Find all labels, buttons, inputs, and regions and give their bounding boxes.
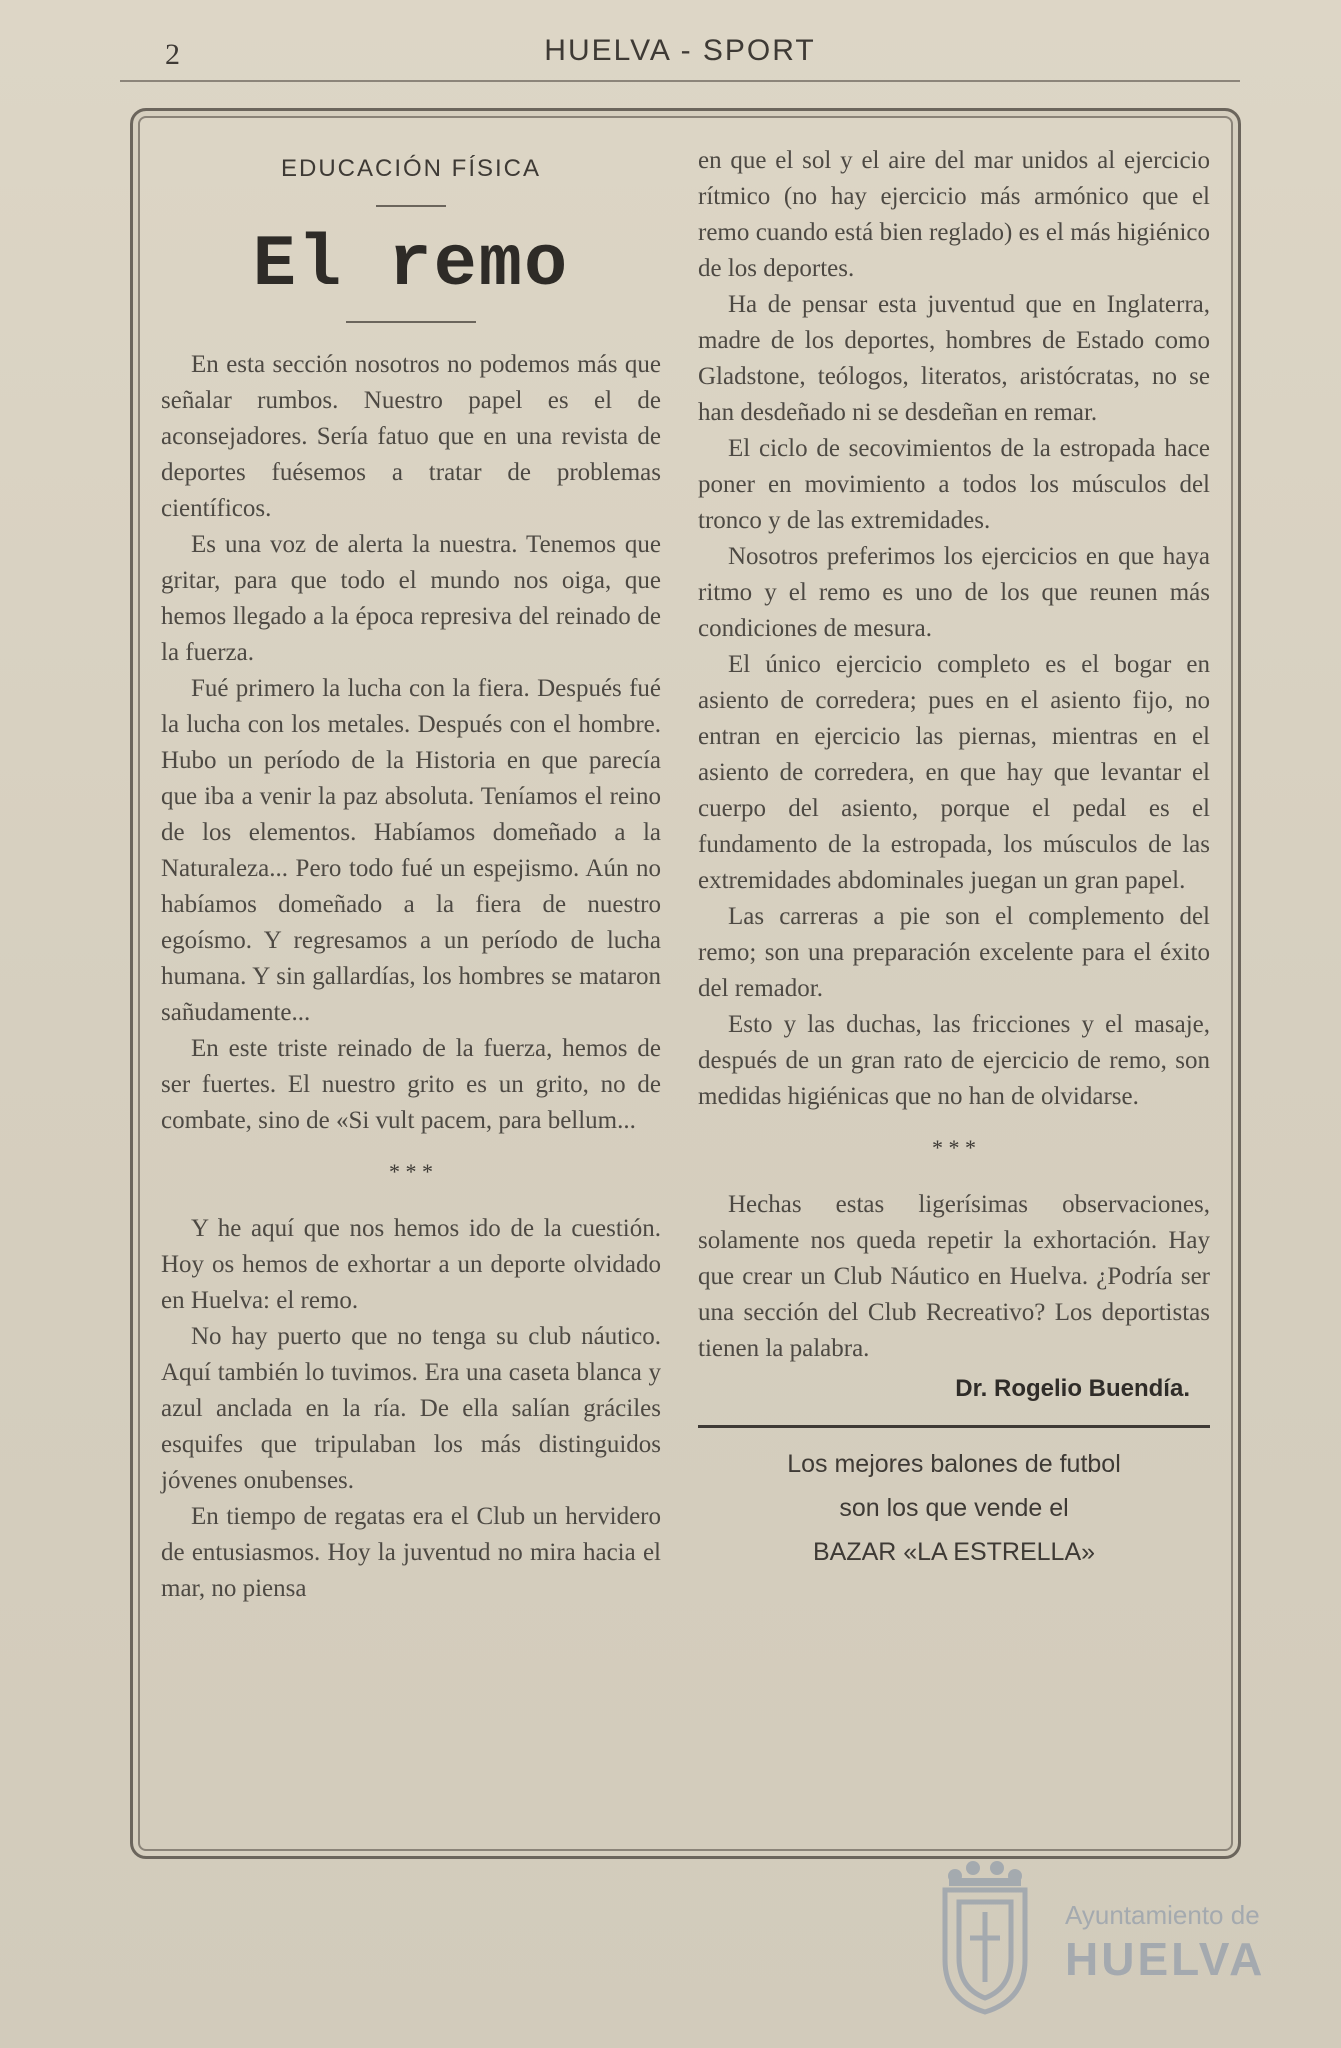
page-header — [120, 30, 1240, 82]
paragraph: En tiempo de regatas era el Club un hervidero de entusiasmos. Hoy la juventud no mira hacia el mar, no piensa — [161, 1503, 661, 1602]
paragraph: El ciclo de secovimientos de la estropada hace poner en movimiento a todos los músculos del tronco y de las extremidades. — [698, 435, 1210, 534]
right-column — [698, 111, 1210, 1574]
left-column — [161, 111, 661, 1607]
divider — [376, 205, 446, 207]
paragraph: Ha de pensar esta juventud que en Inglaterra, madre de los deportes, hombres de Estado como Gladstone, teólogos, literatos, aristócratas, no se han desdeñado ni se desdeñan en remar. — [698, 291, 1210, 426]
article-title: El remo — [252, 224, 570, 306]
paragraph: Nosotros preferimos los ejercicios en que haya ritmo y el remo es uno de los que reunen más condiciones de mesura. — [698, 543, 1210, 642]
watermark-brand: HUELVA — [1065, 1933, 1266, 1985]
article-frame — [130, 108, 1241, 1859]
paragraph: Y he aquí que nos hemos ido de la cuestión. Hoy os hemos de exhortar a un deporte olvidado en Huelva: el remo. — [161, 1215, 661, 1314]
paragraph: El único ejercicio completo es el bogar en asiento de corredera; pues en el asiento fijo, no entran en ejercicio las piernas, mientras en el asiento de corredera, en que hay que levantar el cuerpo del asiento, porque el pedal es el fundamento de la estropada, los músculos de las extremidades abdominales juegan un gran papel. — [698, 651, 1210, 894]
paragraph: Es una voz de alerta la nuestra. Tenemos que gritar, para que todo el mundo nos oiga, que hemos llegado a la época represiva del reinado de la fuerza. — [161, 531, 661, 666]
paragraph: En esta sección nosotros no podemos más que señalar rumbos. Nuestro papel es el de aconsejadores. Sería fatuo que en una revista de deportes fuésemos a tratar de problemas científicos. — [161, 351, 661, 522]
paragraph: En este triste reinado de la fuerza, hemos de ser fuertes. El nuestro grito es un grito, no de combate, sino de «Si vult pacem, para bellum... — [161, 1035, 661, 1134]
ad-line: BAZAR «LA ESTRELLA» — [812, 1538, 1096, 1566]
paragraph: Fué primero la lucha con la fiera. Después fué la lucha con los metales. Después con el hombre. Hubo un período de la Historia en que parecía que iba a venir la paz absoluta. Teníamos el reino de los elementos. Habíamos domeñado a la Naturaleza... Pero todo fué un espejismo. Aún no habíamos domeñado a la fiera de nuestro egoísmo. Y regresamos a un período de lucha humana. Y sin gallardías, los hombres se mataron sañudamente... — [161, 675, 661, 1026]
archive-watermark — [925, 1850, 1285, 2020]
paragraph: Esto y las duchas, las fricciones y el masaje, después de un gran rato de ejercicio de remo, son medidas higiénicas que no han de olvidarse. — [698, 1011, 1210, 1110]
paragraph: No hay puerto que no tenga su club náutico. Aquí también lo tuvimos. Era una caseta blanca y azul anclada en la ría. De ella salían gráciles esquifes que tripulaban los más distinguidos jóvenes onubenses. — [161, 1323, 661, 1494]
ad-line: son los que vende el — [839, 1494, 1069, 1522]
running-title: HUELVA - SPORT — [544, 34, 816, 67]
section-label: EDUCACIÓN FÍSICA — [280, 155, 542, 182]
section-separator: * * * — [389, 1159, 433, 1184]
paragraph-continuation: en que el sol y el aire del mar unidos al ejercicio rítmico (no hay ejercicio más armónico que el remo cuando está bien reglado) es el más higiénico de los deportes. — [698, 147, 1210, 282]
author-signature: Dr. Rogelio Buendía. — [955, 1375, 1190, 1402]
divider — [346, 321, 476, 323]
paragraph: Hechas estas ligerísimas observaciones, solamente nos queda repetir la exhortación. Hay que crear un Club Náutico en Huelva. ¿Podría ser una sección del Club Recreativo? Los deportistas tienen la palabra. — [698, 1191, 1210, 1362]
divider — [698, 1425, 1210, 1428]
advertisement — [698, 1442, 1210, 1574]
ad-line: Los mejores balones de futbol — [787, 1450, 1121, 1478]
watermark-line: Ayuntamiento de — [1065, 1900, 1260, 1930]
section-separator: * * * — [932, 1135, 976, 1160]
city-crest-icon — [925, 1850, 1045, 2020]
page-number: 2 — [165, 38, 180, 71]
paragraph: Las carreras a pie son el complemento del remo; son una preparación excelente para el éxito del remador. — [698, 903, 1210, 1002]
